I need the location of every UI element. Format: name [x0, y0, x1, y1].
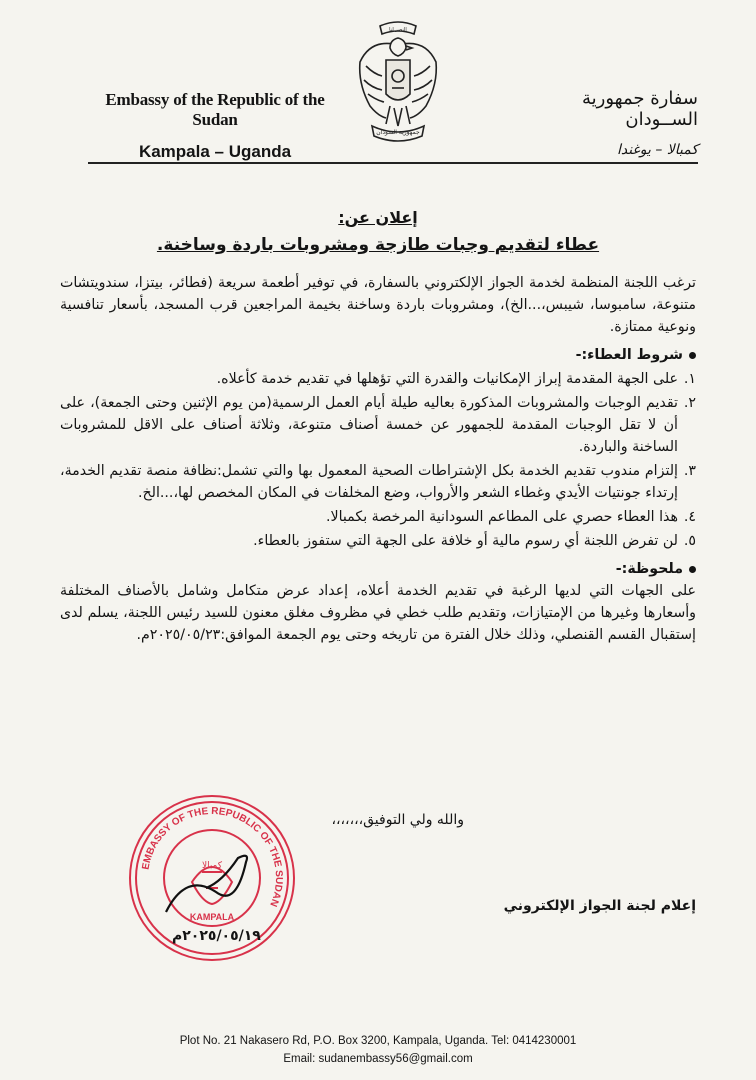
title-line-1: إعلان عن: — [338, 208, 418, 227]
announcement-title — [120, 208, 636, 255]
condition-number: ١. — [683, 371, 696, 387]
header-divider — [88, 162, 698, 164]
conditions-heading-text: شروط العطاء:- — [575, 347, 683, 363]
header-english — [90, 90, 340, 162]
title-line-2: عطاء لتقديم وجبات طازجة ومشروبات باردة وساخنة. — [156, 235, 600, 255]
condition-item — [60, 506, 696, 528]
condition-text: لن تفرض اللجنة أي رسوم مالية أو خلافة على الجهة التي ستفوز بالعطاء. — [253, 533, 678, 549]
signature-date: ٢٠٢٥/٠٥/١٩م — [172, 928, 261, 944]
emblem-motto: جمهورية السودان — [376, 129, 420, 136]
sign-off: والله ولي التوفيق،،،،،،، — [331, 812, 464, 828]
condition-text: تقديم الوجبات والمشروبات المذكورة بعاليه طيلة أيام العمل الرسمية(من يوم الإثنين وحتى الجمعة)، على أن لا تقل الوجبات المقدمة للجمهور عن خمسة أصناف متنوعة، وثلاثة أصناف على الاقل للمشروبات الساخنة والباردة. — [60, 395, 678, 455]
condition-text: هذا العطاء حصري على المطاعم السودانية المرخصة بكمبالا. — [325, 509, 678, 525]
intro-paragraph: ترغب اللجنة المنظمة لخدمة الجواز الإلكتروني بالسفارة، في توفير أطعمة سريعة (فطائر، بيتزا، سندويتشات متنوعة، سامبوسا، شيبس،...الخ)، ومشروبات باردة وساخنة بخيمة المراجعين قرب المسجد، بأسعار تنافسية ونوعية ممتازة. — [60, 275, 696, 335]
condition-number: ٣. — [683, 463, 696, 479]
bullet-icon — [689, 352, 696, 359]
note-heading — [60, 558, 696, 580]
letter-footer — [150, 1032, 606, 1068]
embassy-location-ar: كمبالا – يوغندا — [616, 142, 698, 158]
embassy-name-en: Embassy of the Republic of the Sudan — [105, 90, 325, 129]
stamp-circular-text: EMBASSY OF THE REPUBLIC OF THE SUDAN — [140, 805, 285, 909]
condition-number: ٢. — [683, 395, 696, 411]
stamp-ar-city: كمبالا — [201, 861, 223, 871]
embassy-name-ar: سفارة جمهورية الســودان — [582, 88, 698, 130]
announcement-body — [60, 272, 696, 646]
footer-address: Plot No. 21 Nakasero Rd, P.O. Box 3200, Kampala, Uganda. Tel: 0414230001 — [179, 1035, 577, 1047]
condition-item — [60, 368, 696, 390]
conditions-heading — [60, 344, 696, 366]
condition-number: ٥. — [683, 533, 696, 549]
signature-name: إعلام لجنة الجواز الإلكتروني — [503, 898, 696, 914]
footer-email: Email: sudanembassy56@gmail.com — [283, 1053, 473, 1065]
note-heading-text: ملحوظة:- — [615, 561, 683, 577]
embassy-location-en: Kampala – Uganda — [138, 142, 292, 161]
condition-item — [60, 530, 696, 552]
stamp-city: KAMPALA — [189, 912, 235, 922]
header-arabic — [508, 88, 698, 158]
condition-text: إلتزام مندوب تقديم الخدمة بكل الإشتراطات الصحية المعمول بها والتي تشمل:نظافة منصة تقديم الخدمة، إرتداء جونتيات الأيدي وغطاء الشعر والأرواب، وضع المخلفات في المكان المخصص لها،...الخ. — [60, 463, 678, 501]
sudan-emblem-icon — [350, 14, 446, 150]
note-paragraph: على الجهات التي لديها الرغبة في تقديم الخدمة أعلاه، إعداد عرض متكامل وشامل بالأصناف المختلفة وأسعارها وغيرها من الإمتيازات، وتقديم طلب خطي في مظروف مغلق معنون للسيد رئيس اللجنة، يسلم لدى إستقبال القسم القنصلي، وذلك خلال الفترة من تاريخه وحتى يوم الجمعة الموافق:٢٠٢٥/٠٥/٢٣م. — [60, 583, 696, 643]
condition-item — [60, 392, 696, 458]
condition-text: على الجهة المقدمة إبراز الإمكانيات والقدرة التي تؤهلها في تقديم خدمة كأعلاه. — [216, 371, 678, 387]
condition-number: ٤. — [683, 509, 696, 525]
bullet-icon — [689, 566, 696, 573]
condition-item — [60, 460, 696, 504]
emblem-top-motto: النصر لنا — [389, 27, 407, 33]
